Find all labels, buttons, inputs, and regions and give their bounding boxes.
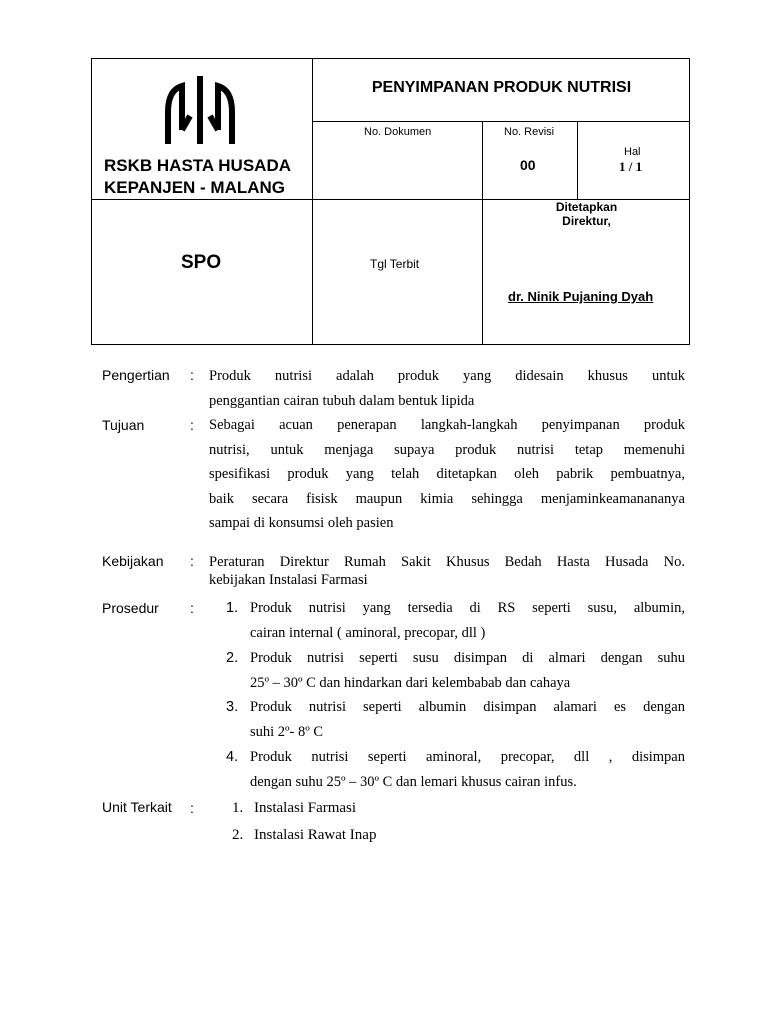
- prosedur-item-number: 3.: [226, 699, 239, 715]
- prosedur-item-line: Produk nutrisi yang tersedia di RS seperti susu, albumin,: [250, 600, 685, 616]
- tujuan-text: [209, 413, 685, 536]
- approval-line1: Ditetapkan: [555, 200, 618, 214]
- revision-label: No. Revisi: [504, 126, 555, 138]
- document-type: SPO: [181, 252, 222, 273]
- prosedur-item-line: Produk nutrisi seperti albumin disimpan alamari es dengan: [250, 699, 685, 715]
- prosedur-item-text: [250, 596, 685, 645]
- tujuan-colon: :: [190, 417, 194, 433]
- prosedur-item-line: Produk nutrisi seperti susu disimpan di almari dengan suhu: [250, 650, 685, 666]
- approval-block: [483, 200, 690, 228]
- page-value: 1 / 1: [619, 159, 643, 174]
- prosedur-item-line: 25º – 30º C dan hindarkan dari kelembabab dan cahaya: [250, 674, 571, 691]
- pengertian-text: [209, 364, 685, 413]
- unit-terkait-label: Unit Terkait: [102, 799, 172, 815]
- pengertian-colon: :: [190, 367, 194, 383]
- prosedur-item-line: dengan suhu 25º – 30º C dan lemari khusus cairan infus.: [250, 773, 577, 790]
- doc-number-label: No. Dokumen: [364, 126, 432, 138]
- prosedur-item-line: suhi 2º- 8º C: [250, 723, 324, 740]
- kebijakan-line: kebijakan Instalasi Farmasi: [209, 572, 368, 588]
- kebijakan-text: [209, 553, 685, 589]
- unit-item: [232, 827, 376, 844]
- hospital-logo: [160, 72, 240, 146]
- tujuan-line: sampai di konsumsi oleh pasien: [209, 515, 394, 531]
- prosedur-item-number: 4.: [226, 749, 239, 765]
- pengertian-line: penggantian cairan tubuh dalam bentuk lipida: [209, 392, 475, 409]
- tujuan-line: baik secara fisisk maupun kimia sehingga menjaminkeamanananya: [209, 490, 685, 507]
- tujuan-line: spesifikasi produk yang telah ditetapkan oleh pabrik pembuatnya,: [209, 466, 685, 482]
- page-column-divider: [577, 121, 578, 200]
- prosedur-item-text: [250, 646, 685, 695]
- column-divider: [482, 121, 483, 345]
- issue-date-label: Tgl Terbit: [370, 257, 420, 271]
- prosedur-colon: :: [190, 600, 194, 616]
- hospital-name-line1: RSKB HASTA HUSADA: [104, 156, 291, 175]
- director-name: dr. Ninik Pujaning Dyah: [508, 289, 654, 304]
- prosedur-item-number: 2.: [226, 650, 239, 666]
- kebijakan-line: Peraturan Direktur Rumah Sakit Khusus Bedah Hasta Husada No.: [209, 554, 685, 570]
- unit-item-text: Instalasi Rawat Inap: [254, 827, 377, 843]
- unit-item-number: 1.: [232, 800, 244, 816]
- prosedur-label: Prosedur: [102, 600, 159, 616]
- page-label: Hal: [624, 146, 641, 158]
- kebijakan-colon: :: [190, 553, 194, 569]
- hospital-name: [104, 155, 291, 199]
- prosedur-item-text: [250, 695, 685, 744]
- tujuan-line: nutrisi, untuk menjaga supaya produk nutrisi tetap memenuhi: [209, 441, 685, 458]
- tujuan-label: Tujuan: [102, 417, 145, 433]
- pengertian-line: Produk nutrisi adalah produk yang didesain khusus untuk: [209, 368, 685, 384]
- prosedur-item-text: [250, 745, 685, 794]
- prosedur-item-number: 1.: [226, 600, 239, 616]
- pengertian-label: Pengertian: [102, 367, 170, 383]
- prosedur-item-line: Produk nutrisi seperti aminoral, precopar, dll , disimpan: [250, 749, 685, 765]
- unit-item: [232, 800, 356, 817]
- tujuan-line: Sebagai acuan penerapan langkah-langkah penyimpanan produk: [209, 417, 685, 433]
- kebijakan-label: Kebijakan: [102, 553, 164, 569]
- unit-item-number: 2.: [232, 827, 244, 843]
- document-title: PENYIMPANAN PRODUK NUTRISI: [371, 79, 632, 96]
- prosedur-item-line: cairan internal ( aminoral, precopar, dll ): [250, 624, 486, 641]
- hospital-name-line2: KEPANJEN - MALANG: [104, 178, 286, 197]
- title-divider: [312, 121, 690, 122]
- header-divider-vertical: [312, 58, 313, 345]
- revision-value: 00: [520, 157, 536, 173]
- approval-line2: Direktur,: [562, 214, 611, 228]
- unit-item-text: Instalasi Farmasi: [254, 800, 357, 816]
- unit-terkait-colon: :: [190, 800, 194, 816]
